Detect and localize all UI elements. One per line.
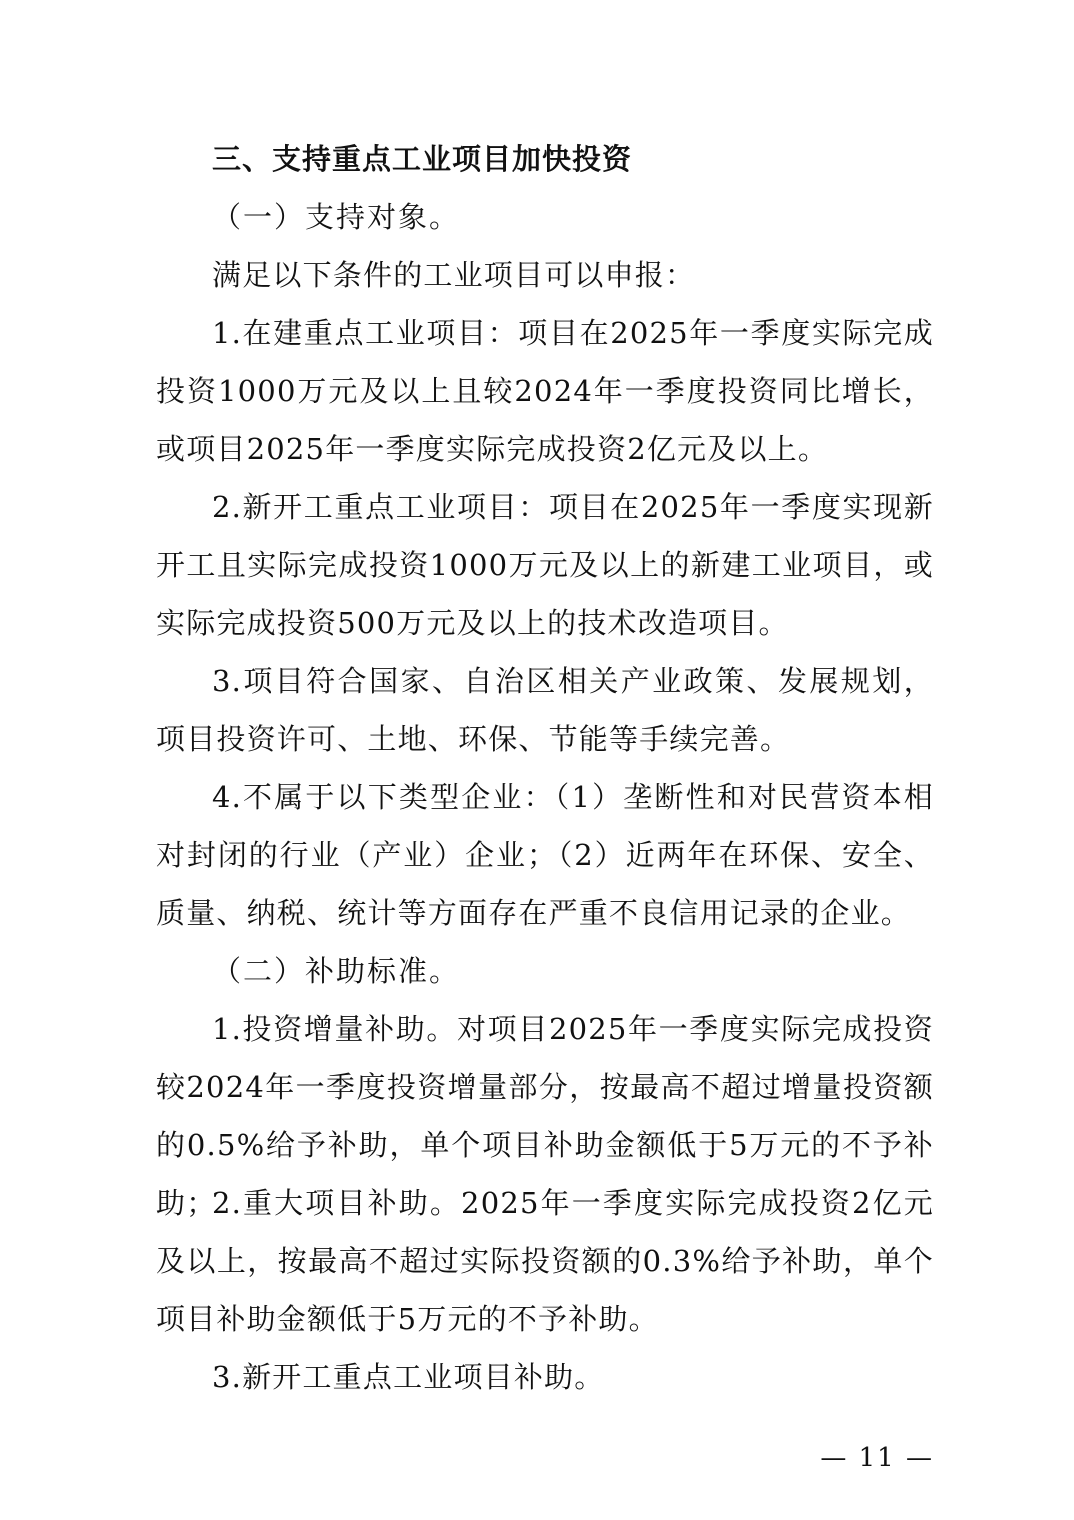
intro-paragraph: 满足以下条件的工业项目可以申报： — [212, 258, 696, 292]
sub-heading-support-target: （一）支持对象。 — [212, 200, 461, 234]
paragraph-subsidy-2: 2.重大项目补助。2025年一季度实际完成投资2亿元及以上，按最高不超过实际投资额的0.3%给予补助，单个项目补助金额低于5万元的不予补助。 — [156, 1186, 934, 1336]
sub-heading-subsidy-standard: （二）补助标准。 — [212, 954, 461, 988]
paragraph-item-3: 3.项目符合国家、自治区相关产业政策、发展规划，项目投资许可、土地、环保、节能等手续完善。 — [156, 664, 934, 756]
page-number: — 11 — — [820, 1443, 934, 1473]
paragraph-subsidy-3: 3.新开工重点工业项目补助。 — [212, 1360, 605, 1394]
paragraph-item-4: 4.不属于以下类型企业：（1）垄断性和对民营资本相对封闭的行业（产业）企业；（2）近两年在环保、安全、质量、纳税、统计等方面存在严重不良信用记录的企业。 — [156, 780, 934, 930]
paragraph-item-2: 2.新开工重点工业项目：项目在2025年一季度实现新开工且实际完成投资1000万元及以上的新建工业项目，或实际完成投资500万元及以上的技术改造项目。 — [156, 490, 934, 640]
paragraph-item-1: 1.在建重点工业项目：项目在2025年一季度实际完成投资1000万元及以上且较2024年一季度投资同比增长，或项目2025年一季度实际完成投资2亿元及以上。 — [156, 316, 934, 466]
section-heading: 三、支持重点工业项目加快投资 — [212, 142, 633, 176]
paragraph-subsidy-1: 1.投资增量补助。对项目2025年一季度实际完成投资较2024年一季度投资增量部分，按最高不超过增量投资额的0.5%给予补助，单个项目补助金额低于5万元的不予补助； — [156, 1012, 934, 1220]
